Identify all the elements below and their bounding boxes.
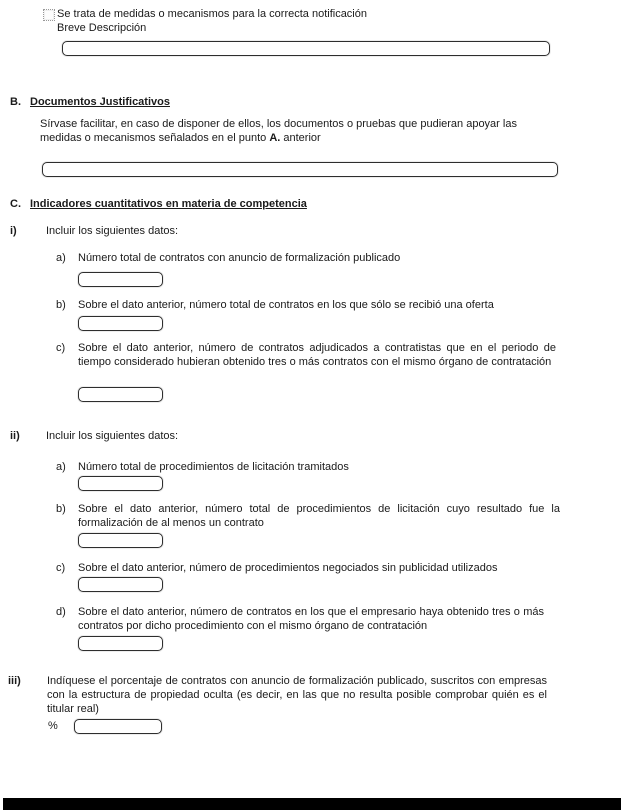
question-ii-c-letter: c) — [56, 562, 66, 574]
item-iii-text: Indíquese el porcentaje de contratos con anuncio de formalización publicado, suscritos con empresas con la estructura de propiedad oculta (es decir, en las que no resulta posible comprobar quién es el titular real) — [47, 675, 547, 715]
question-ii-c-row — [56, 561, 556, 575]
item-i-row — [10, 224, 556, 238]
item-iii-number: iii) — [8, 675, 21, 687]
question-ii-d-input[interactable] — [78, 636, 163, 651]
question-i-a-row — [56, 251, 556, 265]
item-i-intro: Incluir los siguientes datos: — [46, 225, 179, 237]
question-ii-b-letter: b) — [56, 503, 66, 515]
question-ii-d-text: Sobre el dato anterior, número de contratos en los que el empresario haya obtenido tres o más contratos por dicho procedimiento con el mismo órgano de contratación — [78, 606, 544, 632]
section-b-input[interactable] — [42, 162, 558, 177]
item-ii-intro: Incluir los siguientes datos: — [46, 430, 179, 442]
question-ii-c-text: Sobre el dato anterior, número de procedimientos negociados sin publicidad utilizados — [78, 562, 498, 574]
section-b-paragraph — [40, 117, 540, 145]
notification-checkbox[interactable] — [43, 9, 55, 21]
notification-label: Se trata de medidas o mecanismos para la correcta notificación — [57, 8, 367, 20]
breve-descripcion-label: Breve Descripción — [57, 22, 147, 34]
percent-label: % — [48, 720, 58, 732]
question-ii-b-row — [56, 502, 560, 530]
question-i-c-text: Sobre el dato anterior, número de contratos adjudicados a contratistas que en el periodo de tiempo considerado hubieran obtenido tres o más contratos con el mismo órgano de contratación — [78, 342, 556, 368]
question-ii-a-row — [56, 460, 556, 474]
section-c-heading — [10, 197, 307, 211]
section-c-title: Indicadores cuantitativos en materia de competencia — [30, 198, 307, 210]
question-i-a-input[interactable] — [78, 272, 163, 287]
item-iii-row — [8, 674, 547, 716]
section-b-paragraph-after: anterior — [280, 132, 321, 144]
question-i-c-row — [56, 341, 556, 369]
question-i-c-letter: c) — [56, 342, 66, 354]
section-b-title: Documentos Justificativos — [30, 96, 170, 108]
question-ii-b-text: Sobre el dato anterior, número total de procedimientos de licitación cuyo resultado fue la formalización de al menos un contrato — [78, 503, 560, 529]
section-b-heading — [10, 95, 170, 109]
section-c-number: C. — [10, 198, 21, 210]
question-i-a-text: Número total de contratos con anuncio de formalización publicado — [78, 252, 401, 264]
item-i-number: i) — [10, 225, 17, 237]
section-b-paragraph-before: Sírvase facilitar, en caso de disponer de ellos, los documentos o pruebas que pudieran apoyar las medidas o mecanismos señalados en el punto — [40, 118, 517, 144]
question-ii-a-text: Número total de procedimientos de licitación tramitados — [78, 461, 349, 473]
footer-black-bar — [3, 798, 621, 810]
item-ii-row — [10, 429, 556, 443]
question-i-b-input[interactable] — [78, 316, 163, 331]
question-i-b-row — [56, 298, 556, 312]
question-ii-a-letter: a) — [56, 461, 66, 473]
question-i-a-letter: a) — [56, 252, 66, 264]
question-ii-d-row — [56, 605, 544, 633]
question-ii-c-input[interactable] — [78, 577, 163, 592]
percent-input[interactable] — [74, 719, 162, 734]
question-ii-a-input[interactable] — [78, 476, 163, 491]
breve-descripcion-input[interactable] — [62, 41, 550, 56]
question-i-b-text: Sobre el dato anterior, número total de contratos en los que sólo se recibió una oferta — [78, 299, 494, 311]
question-ii-b-input[interactable] — [78, 533, 163, 548]
question-ii-d-letter: d) — [56, 606, 66, 618]
question-i-b-letter: b) — [56, 299, 66, 311]
question-i-c-input[interactable] — [78, 387, 163, 402]
section-b-paragraph-bold: A. — [269, 132, 281, 144]
item-ii-number: ii) — [10, 430, 20, 442]
section-b-number: B. — [10, 96, 21, 108]
